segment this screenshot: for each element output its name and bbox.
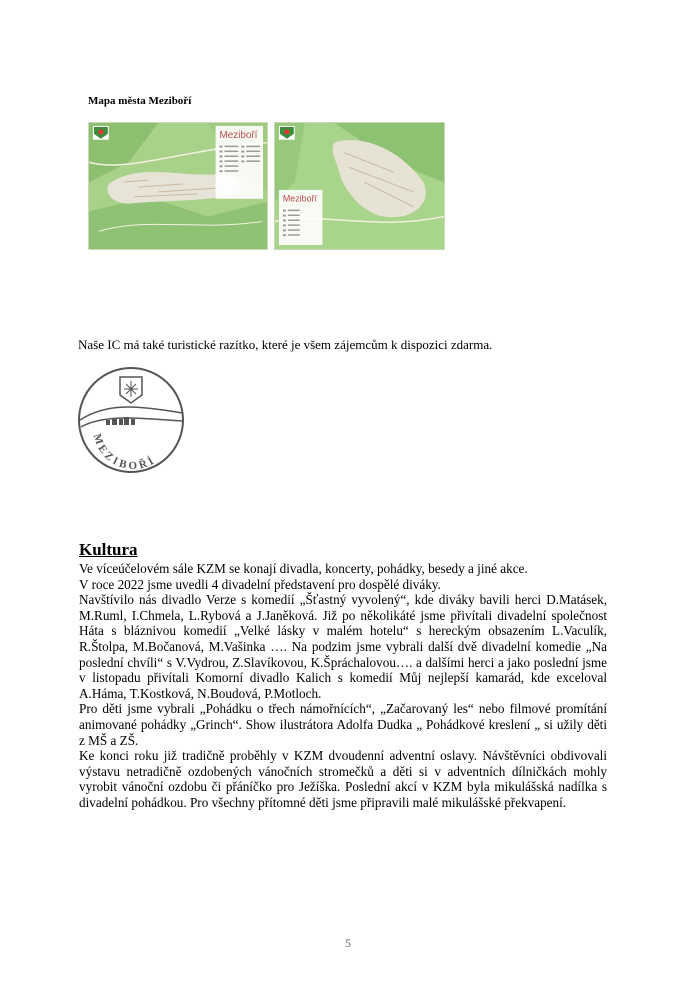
paragraph: Navštívilo nás divadlo Verze s komedií „Šťastný vyvolený“, kde diváky bavili herci D.Matásek, M.Ruml, I.Chmela, L.Rybová a J.Janěková. Již po několikáté jsme přivítali divadelní společnost Háta s bláznivou komedií „Velké lásky v malém hotelu“ s hereckým obsazením L.Vaculík, R.Štolpa, M.Bočanová, M.Vašinka …. Na podzim jsme vybrali další dvě divadelní komedie „Na poslední chvíli“ s V.Vydrou, Z.Slavíkovou, K.Špráchalovou…. a dalšími herci a jako poslední jsme v listopadu přivítali Komorní divadlo Kalich s komedií Můj nejlepší kamarád, kde exceloval A.Háma, T.Kostková, N.Boudová, P.Motloch.	[79, 592, 607, 701]
kultura-body	[79, 561, 607, 811]
paragraph: Pro děti jsme vybrali „Pohádku o třech námořnících“, „Začarovaný les“ nebo filmové promítání animované pohádky „Grinch“. Show ilustrátora Adolfa Dudka „ Pohádkové kreslení „ si užily děti z MŠ a ZŠ.	[79, 701, 607, 748]
map-caption: Mapa města Meziboří	[88, 95, 192, 107]
map-title-left: Meziboří	[219, 129, 258, 141]
svg-text:MEZIBOŘÍ	[91, 432, 159, 472]
city-map-left	[88, 122, 268, 250]
section-heading-kultura: Kultura	[79, 540, 138, 559]
paragraph: Ke konci roku již tradičně proběhly v KZM dvoudenní adventní oslavy. Návštěvníci obdivovali výstavu netradičně ozdobených vánočních stromečků a děti si v adventních dílničkách mohly vyrobit vánoční ozdobu či přáníčko pro Ježíška. Poslední akcí v KZM byla mikulášská nadílka s divadelní pohádkou. Pro všechny přítomné děti jsme připravili malé mikulášské překvapení.	[79, 748, 607, 810]
tourist-stamp	[76, 365, 186, 475]
stamp-label: MEZIBOŘÍ	[90, 432, 159, 473]
stamp-description: Naše IC má také turistické razítko, které je všem zájemcům k dispozici zdarma.	[78, 337, 493, 352]
city-map-right	[274, 122, 445, 250]
page-number: 5	[345, 936, 351, 950]
paragraph: Ve víceúčelovém sále KZM se konají divadla, koncerty, pohádky, besedy a jiné akce.	[79, 561, 528, 576]
map-title-right: Meziboří	[282, 193, 317, 204]
paragraph: V roce 2022 jsme uvedli 4 divadelní představení pro dospělé diváky.	[79, 576, 441, 592]
